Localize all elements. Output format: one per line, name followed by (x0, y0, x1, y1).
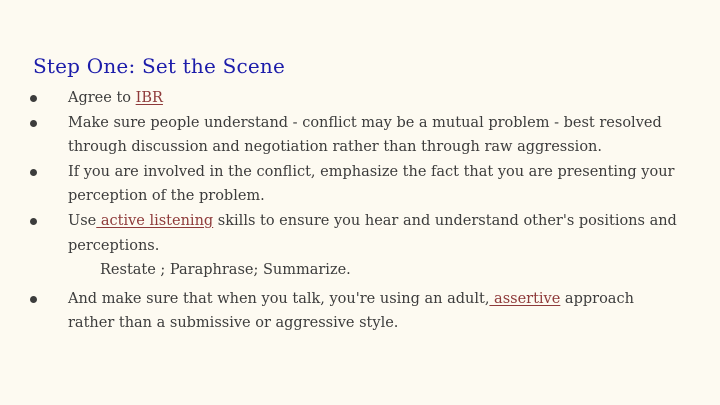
bullet-item (30, 160, 680, 209)
bullet-item (30, 111, 680, 160)
bullet-text-continued: skills to ensure you hear and understand other's positions and perceptions. (68, 212, 677, 254)
bullet-dot-icon (30, 95, 37, 102)
bullet-list (30, 86, 680, 336)
bullet-text: Make sure people understand - conflict may be a mutual problem - best resolved through discussion and negotiation rather than through raw aggression. (68, 114, 662, 156)
slide-title: Step One: Set the Scene (33, 54, 286, 78)
bullet-text: And make sure that when you talk, you're using an adult, (68, 290, 490, 307)
ibr-link[interactable]: IBR (135, 90, 163, 106)
bullet-text: Agree to (68, 90, 136, 106)
bullet-subline: Restate ; Paraphrase; Summarize. (100, 262, 351, 279)
bullet-dot-icon (30, 120, 37, 127)
bullet-item (30, 209, 680, 283)
bullet-text: If you are involved in the conflict, emphasize the fact that you are presenting your perception of the problem. (68, 163, 675, 205)
assertive-link[interactable]: assertive (489, 290, 561, 307)
bullet-dot-icon (30, 296, 37, 303)
bullet-item (30, 287, 680, 336)
bullet-text-continued: approach rather than a submissive or aggressive style. (68, 290, 634, 332)
bullet-item (30, 86, 680, 111)
bullet-text: Use (68, 212, 97, 229)
bullet-dot-icon (30, 169, 37, 176)
active-listening-link[interactable]: active listening (96, 212, 214, 229)
bullet-dot-icon (30, 218, 37, 225)
